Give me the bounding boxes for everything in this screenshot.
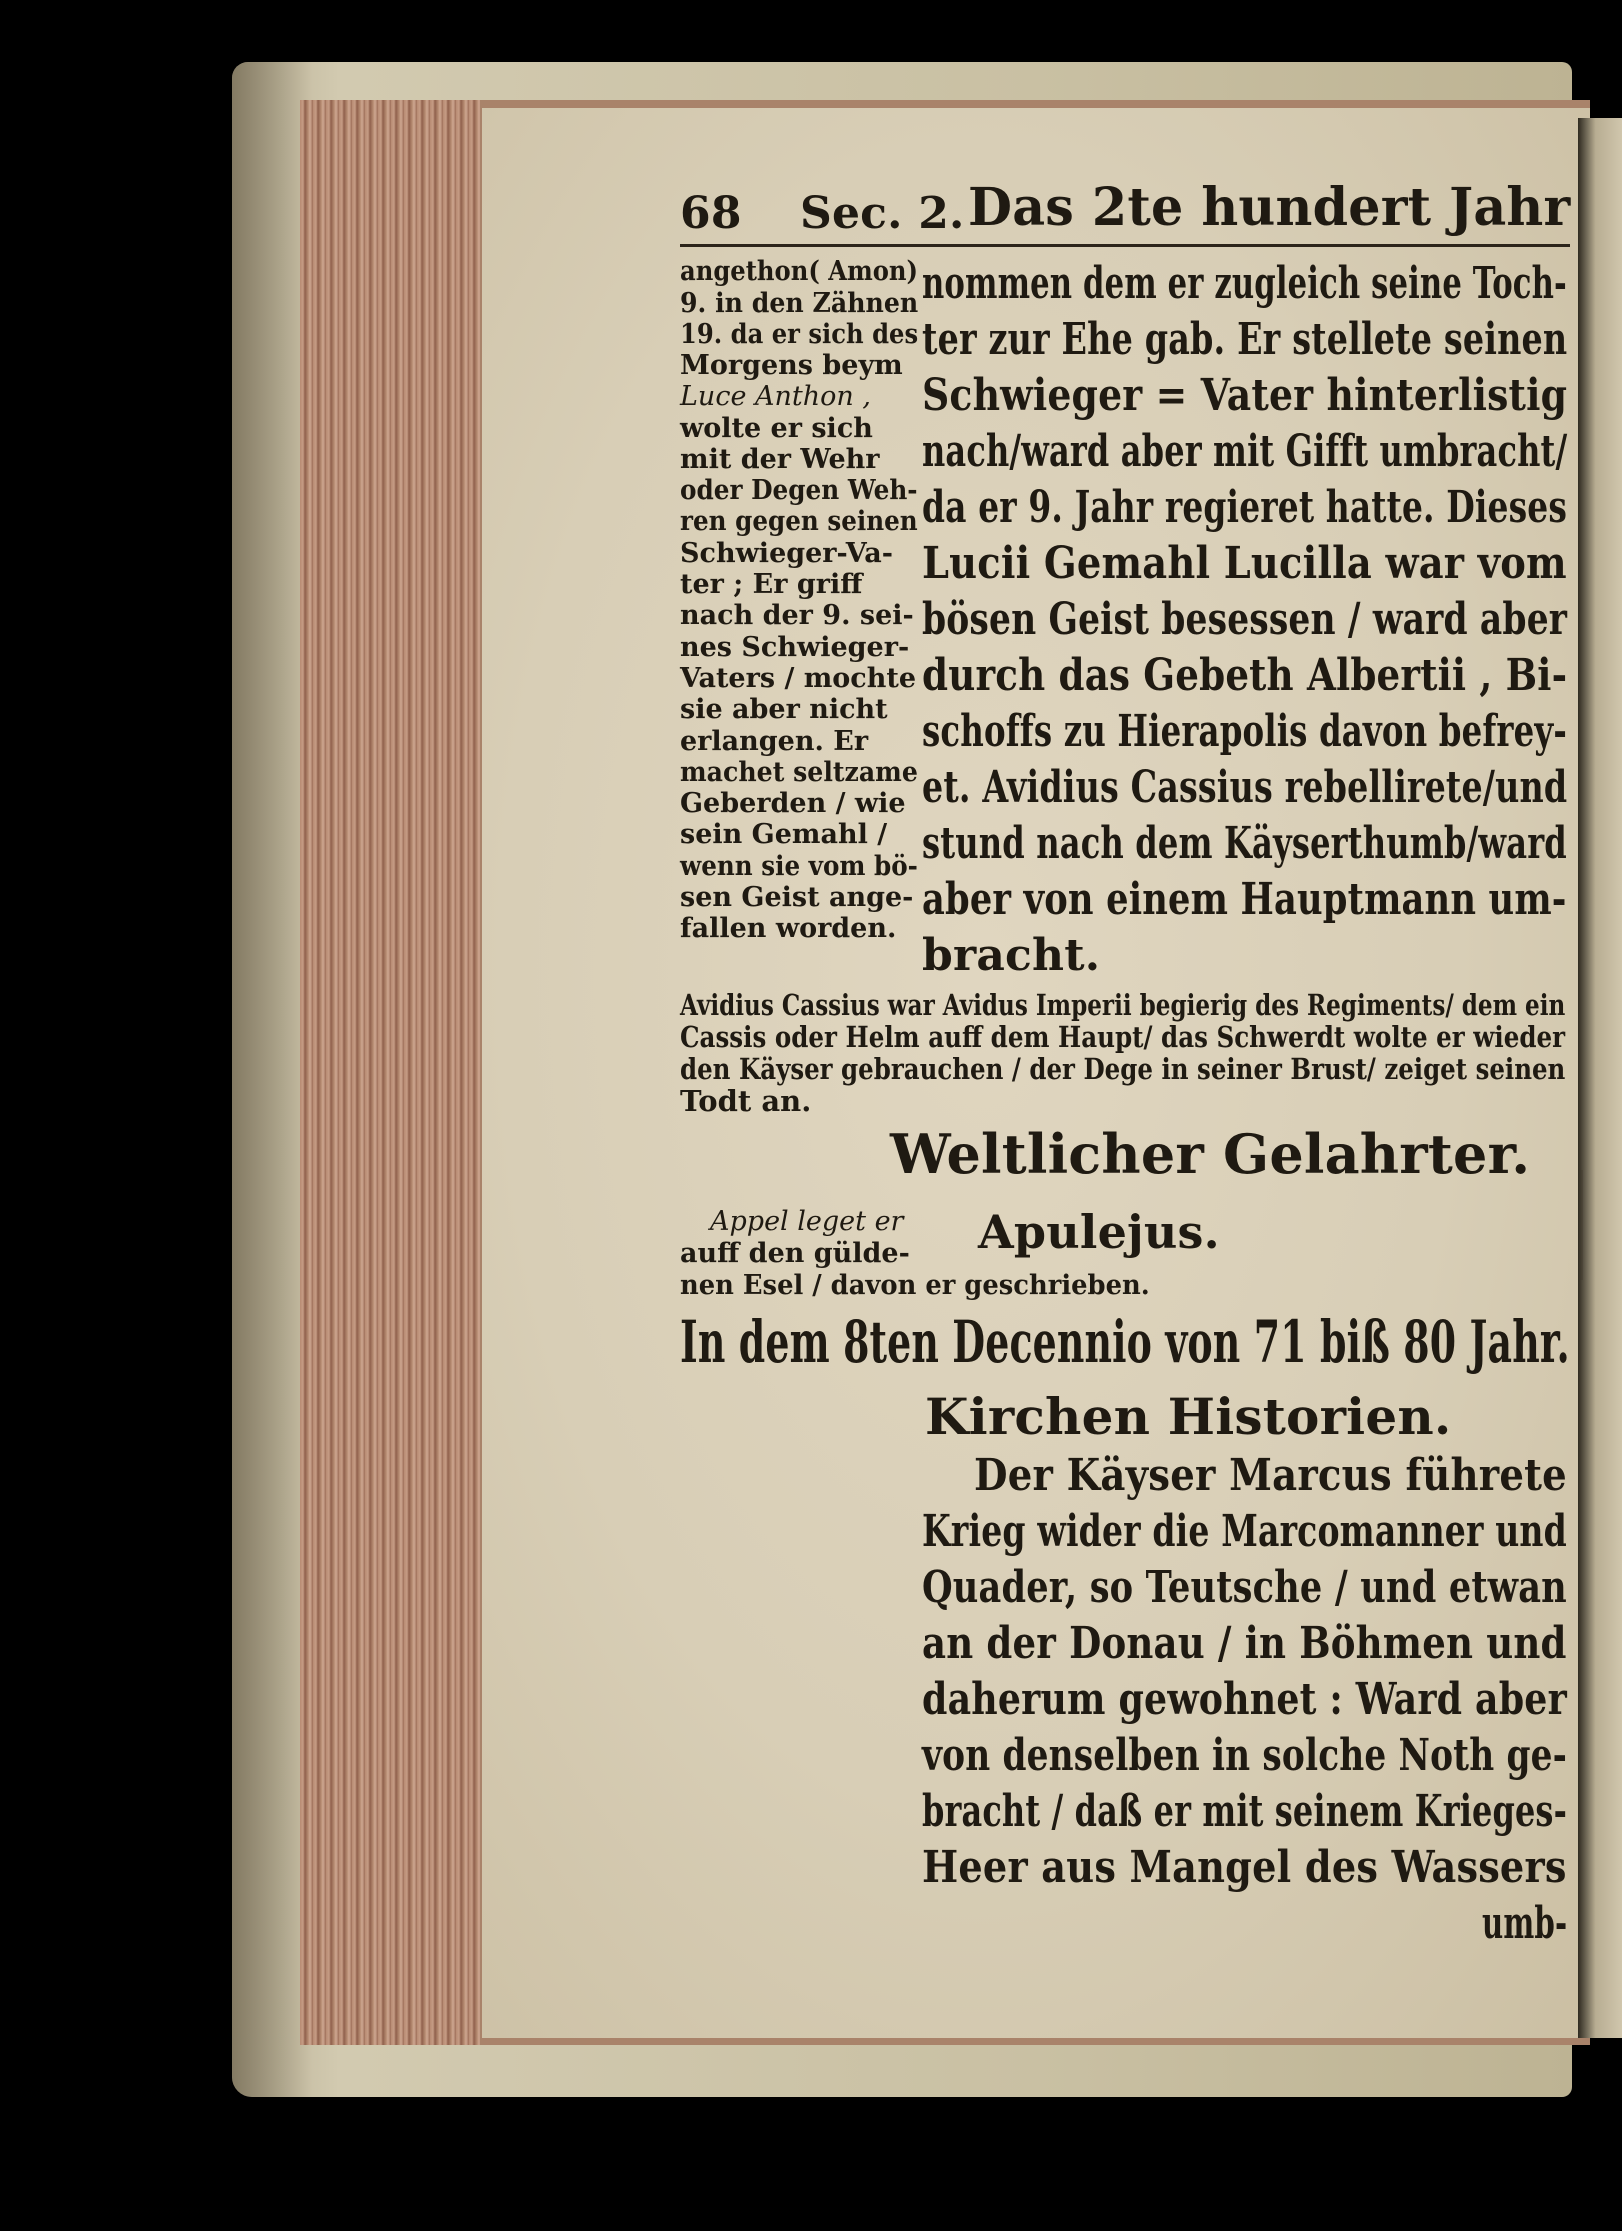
sidenote-main: [680, 258, 920, 998]
page-number: 68: [680, 188, 742, 239]
text-line: nommen dem er zugleich seine Toch-: [922, 258, 1567, 309]
sidenote-line: Vaters / mochte: [680, 663, 916, 694]
facing-page-text: [1580, 1170, 1622, 1280]
text-line: Krieg wider die Marcomanner und: [922, 1506, 1567, 1557]
sidenote-line: nach der 9. sei-: [680, 600, 914, 631]
sidenote-line: erlangen. Er: [680, 726, 869, 757]
text-line: an der Donau / in Böhmen und: [922, 1618, 1567, 1669]
sidenote-line: Geberden / wie: [680, 788, 906, 819]
church-history-heading: Kirchen Historien.: [925, 1387, 1452, 1446]
text-line: Schwieger = Vater hinterlistig: [922, 370, 1568, 421]
text-line: bösen Geist besessen / ward aber: [922, 594, 1568, 645]
sidenote-line: nen Esel / davon er geschrieben.: [680, 1270, 1150, 1301]
decennium-heading: In dem 8ten Decennio von 71 biß 80 Jahr.: [680, 1308, 1570, 1376]
sidenote-line: Morgens beym: [680, 350, 903, 381]
sidenote-line: Luce Anthon ,: [680, 381, 871, 412]
sidenote-line: wolte er sich: [680, 413, 873, 444]
text-line: Lucii Gemahl Lucilla war vom: [922, 538, 1567, 589]
text-line: daherum gewohnet : Ward aber: [922, 1674, 1567, 1725]
text-line: nach/ward aber mit Gifft umbracht/: [922, 426, 1568, 477]
running-title: Das 2te hundert Jahr: [968, 177, 1571, 238]
text-line: ter zur Ehe gab. Er stellete seinen: [922, 314, 1568, 365]
sidenote-line: angethon( Amon): [680, 256, 919, 287]
facing-page-edge: [1578, 118, 1622, 2038]
section-number: Sec. 2.: [800, 188, 965, 239]
text-line: stund nach dem Käyserthumb/ward: [922, 818, 1567, 869]
footnote-line: den Käyser gebrauchen / der Dege in seiner Brust/ zeiget seinen: [680, 1052, 1566, 1086]
sidenote-line: Schwieger-Va-: [680, 538, 893, 569]
sidenote-line: ren gegen seinen: [680, 506, 918, 537]
sidenote-line: Appel leget er: [710, 1206, 904, 1237]
footnote: [680, 990, 1570, 1130]
sidenote-line: mit der Wehr: [680, 444, 880, 475]
main-text-1: [922, 260, 1572, 990]
sidenote-line: oder Degen Weh-: [680, 475, 918, 506]
text-line: durch das Gebeth Albertii , Bi-: [922, 650, 1568, 701]
apuleius-name: Apulejus.: [978, 1205, 1220, 1259]
section-heading: Weltlicher Gelahrter.: [890, 1122, 1531, 1186]
text-line: schoffs zu Hierapolis davon befrey-: [922, 706, 1567, 757]
text-line: Heer aus Mangel des Wassers: [922, 1842, 1567, 1893]
text-line: bracht / daß er mit seinem Krieges-: [922, 1786, 1567, 1837]
text-line: aber von einem Hauptmann um-: [922, 874, 1567, 925]
sidenote-line: fallen worden.: [680, 913, 897, 944]
text-line: Der Käyser Marcus führete: [974, 1450, 1567, 1501]
text-line: Quader, so Teutsche / und etwan: [922, 1562, 1567, 1613]
sidenote-line: 9. in den Zähnen: [680, 288, 919, 319]
sidenote-line: nes Schwieger-: [680, 632, 910, 663]
sidenote-line: auff den gülde-: [680, 1238, 910, 1269]
sidenote-line: sein Gemahl /: [680, 819, 888, 850]
main-text-2: [922, 1452, 1572, 1972]
sidenote-line: sen Geist ange-: [680, 882, 914, 913]
sidenote-line: wenn sie vom bö-: [680, 851, 918, 882]
text-line: von denselben in solche Noth ge-: [922, 1730, 1568, 1781]
text-line: da er 9. Jahr regieret hatte. Dieses: [922, 482, 1568, 533]
sidenote-line: 19. da er sich des: [680, 319, 919, 350]
text-line: et. Avidius Cassius rebellirete/und: [922, 762, 1568, 813]
header-rule: [680, 244, 1570, 247]
sidenote-line: machet seltzame: [680, 757, 918, 788]
text-line: bracht.: [922, 930, 1101, 981]
text-line: umb-: [1482, 1898, 1568, 1949]
sidenote-line: sie aber nicht: [680, 694, 888, 725]
footnote-line: Cassis oder Helm auff dem Haupt/ das Schwerdt wolte er wieder: [680, 1020, 1566, 1054]
sidenote-line: ter ; Er griff: [680, 569, 863, 600]
footnote-line: Todt an.: [680, 1084, 812, 1118]
page-edges: [300, 100, 480, 2045]
footnote-line: Avidius Cassius war Avidus Imperii begierig des Regiments/ dem ein: [680, 988, 1566, 1022]
